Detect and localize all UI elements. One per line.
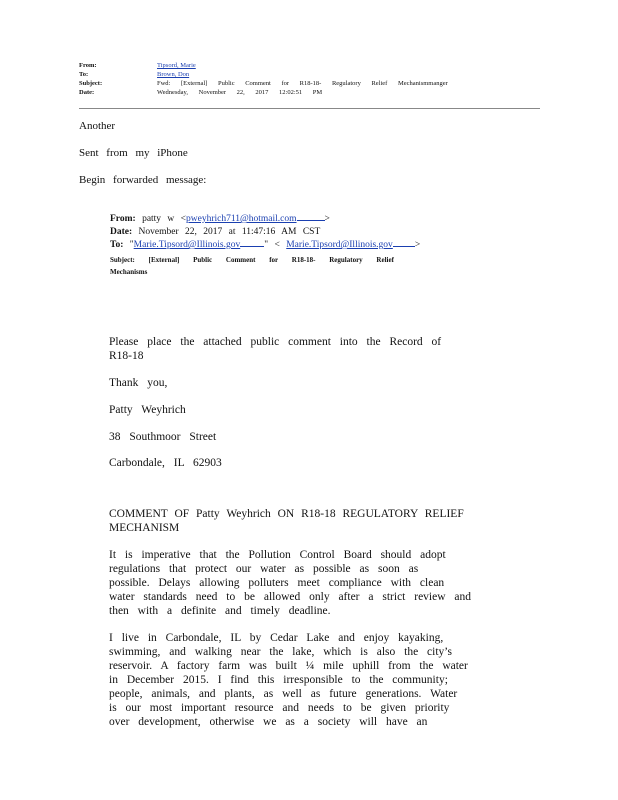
fwd-from-label: From: bbox=[110, 214, 136, 224]
intro-begin-forwarded: Begin forwarded message: bbox=[79, 174, 207, 186]
fwd-to-mid: " < bbox=[264, 240, 280, 250]
fwd-subject-line bbox=[110, 256, 394, 264]
paragraph-line: over development, otherwise we as a society will have an bbox=[109, 716, 428, 728]
paragraph-line: then with a definite and timely deadline. bbox=[109, 605, 331, 617]
from-label: From: bbox=[79, 62, 97, 69]
fwd-date-label: Date: bbox=[110, 227, 133, 237]
fwd-to-email-1[interactable]: Marie.Tipsord@Illinois.gov bbox=[133, 240, 241, 250]
letter-request-line-2: R18-18 bbox=[109, 350, 144, 362]
fwd-to-underline-2 bbox=[393, 246, 415, 247]
fwd-from-close: > bbox=[324, 214, 330, 224]
fwd-to-email-2[interactable]: Marie.Tipsord@Illinois.gov bbox=[286, 240, 393, 250]
email-header bbox=[79, 62, 539, 102]
paragraph-line: is our most important resource and needs to be given priority bbox=[109, 702, 450, 714]
header-divider bbox=[79, 108, 540, 109]
subject-value: Fwd: [External] Public Comment for R18-18- Regulatory Relief Mechanismmanger bbox=[157, 80, 448, 87]
comment-title-line-2: MECHANISM bbox=[109, 522, 180, 534]
fwd-subject-value: [External] Public Comment for R18-18- Regulatory Relief bbox=[148, 256, 394, 264]
letter-address-city: Carbondale, IL 62903 bbox=[109, 457, 222, 469]
fwd-subject-label: Subject: bbox=[110, 256, 135, 264]
paragraph-line: in December 2015. I find this irresponsible to the community; bbox=[109, 674, 448, 686]
letter-request-line-1: Please place the attached public comment into the Record of bbox=[109, 336, 442, 348]
fwd-to-label: To: bbox=[110, 240, 124, 250]
paragraph-line: swimming, and walking near the lake, which is also the city’s bbox=[109, 646, 452, 658]
paragraph-line: regulations that protect our water as possible as soon as bbox=[109, 563, 419, 575]
letter-signer-name: Patty Weyhrich bbox=[109, 404, 186, 416]
fwd-to-close: > bbox=[414, 240, 421, 250]
fwd-date-line bbox=[110, 227, 320, 237]
paragraph-line: water standards need to be allowed only after a strict review and bbox=[109, 591, 472, 603]
paragraph-line: It is imperative that the Pollution Control Board should adopt bbox=[109, 549, 446, 561]
fwd-date-value: November 22, 2017 at 11:47:16 AM CST bbox=[138, 227, 321, 237]
fwd-to-open: " bbox=[129, 240, 134, 250]
paragraph-line: I live in Carbondale, IL by Cedar Lake and enjoy kayaking, bbox=[109, 632, 444, 644]
to-label: To: bbox=[79, 71, 89, 78]
fwd-to-line bbox=[110, 240, 420, 250]
date-value: Wednesday, November 22, 2017 12:02:51 PM bbox=[157, 89, 323, 96]
date-label: Date: bbox=[79, 89, 95, 96]
fwd-from-line bbox=[110, 214, 330, 224]
comment-title-line-1: COMMENT OF Patty Weyhrich ON R18-18 REGULATORY RELIEF bbox=[109, 508, 464, 520]
from-value[interactable]: Tipsord, Marie bbox=[157, 62, 196, 69]
paragraph-line: possible. Delays allowing polluters meet compliance with clean bbox=[109, 577, 445, 589]
fwd-from-email[interactable]: pweyhrich711@hotmail.com bbox=[186, 214, 297, 224]
fwd-subject-line-2: Mechanisms bbox=[110, 268, 148, 276]
paragraph-line: reservoir. A factory farm was built ¼ mile uphill from the water bbox=[109, 660, 468, 672]
fwd-to-underline-1 bbox=[240, 246, 264, 247]
letter-address-street: 38 Southmoor Street bbox=[109, 431, 217, 443]
subject-label: Subject: bbox=[79, 80, 103, 87]
intro-sent-from: Sent from my iPhone bbox=[79, 147, 188, 159]
fwd-from-underline bbox=[297, 220, 325, 221]
paragraph-line: people, animals, and plants, as well as future generations. Water bbox=[109, 688, 458, 700]
to-value[interactable]: Brown, Don bbox=[157, 71, 190, 78]
intro-another: Another bbox=[79, 120, 116, 132]
fwd-from-name: patty w < bbox=[142, 214, 187, 224]
letter-thanks: Thank you, bbox=[109, 377, 168, 389]
